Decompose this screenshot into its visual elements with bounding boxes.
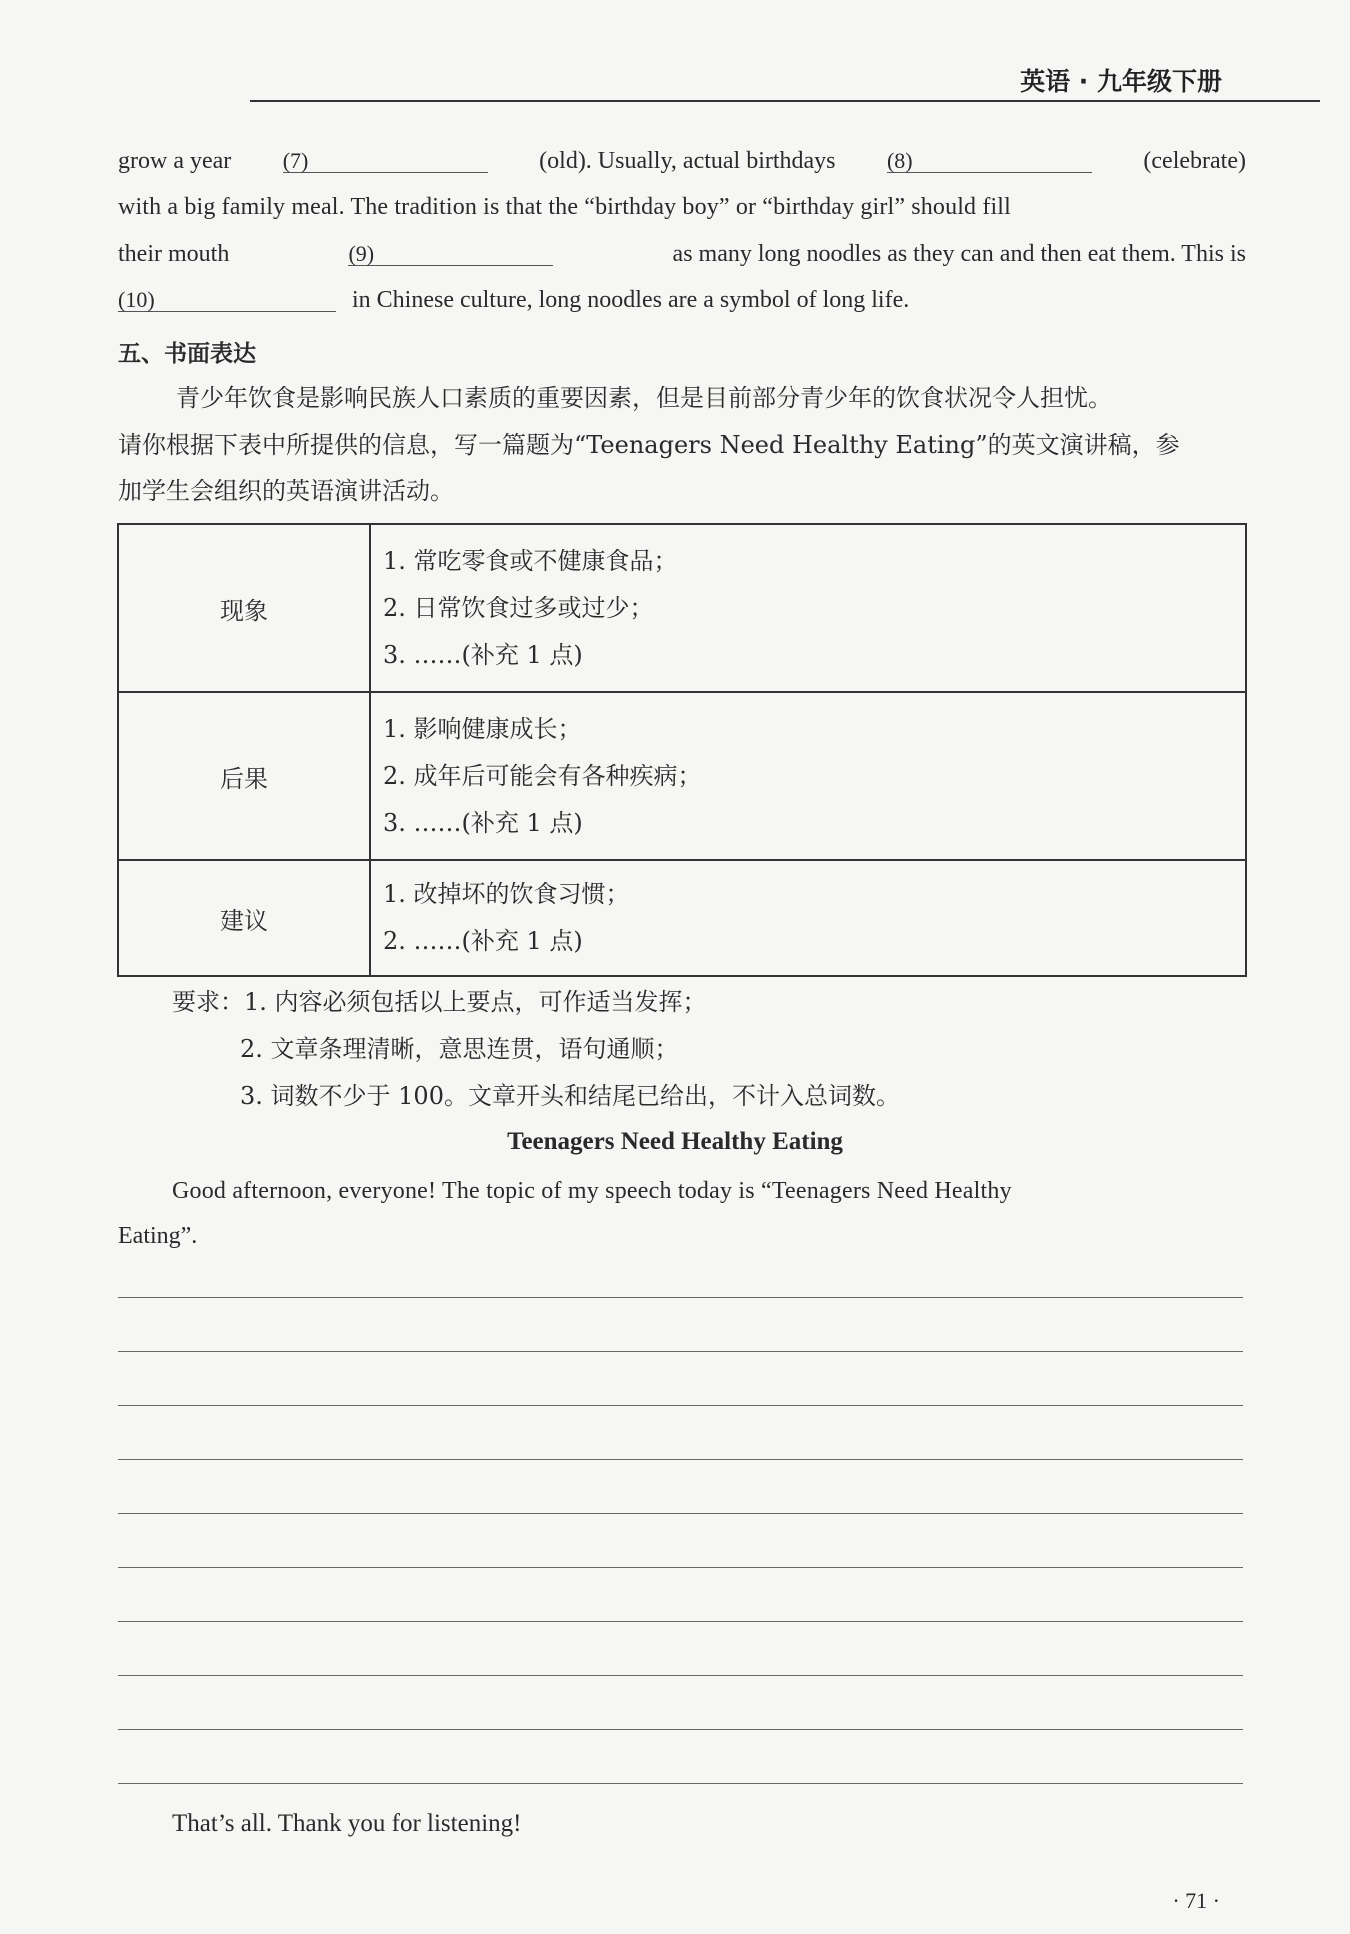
requirement-line-1: 要求：1. 内容必须包括以上要点，可作适当发挥；	[172, 988, 707, 1016]
table-item: 2. ……(补充 1 点)	[383, 927, 583, 955]
table-items-cell	[370, 692, 1246, 860]
blank-7[interactable]	[283, 146, 488, 173]
table-item: 1. 影响健康成长；	[383, 714, 582, 743]
table-category-cell: 建议	[118, 860, 370, 976]
table-item: 2. 成年后可能会有各种疾病；	[383, 761, 702, 790]
blank-10[interactable]	[118, 285, 336, 312]
essay-title: Teenagers Need Healthy Eating	[507, 1128, 843, 1155]
table-item: 1. 改掉坏的饮食习惯；	[383, 880, 630, 908]
blank-8[interactable]	[887, 146, 1092, 173]
table-item: 2. 日常饮食过多或过少；	[383, 593, 654, 622]
writing-line[interactable]	[118, 1783, 1243, 1784]
essay-opening-line-2: Eating”.	[118, 1223, 198, 1249]
blank-10-number: (10)	[118, 287, 155, 312]
section-intro-line-2: 请你根据下表中所提供的信息，写一篇题为“Teenagers Need Healthy Eating”的英文演讲稿，参	[118, 431, 1180, 459]
passage-line-3	[118, 239, 1246, 269]
table-row	[118, 692, 1246, 860]
table-row	[118, 524, 1246, 692]
blank-8-number: (8)	[886, 148, 913, 173]
table-item: 1. 常吃零食或不健康食品；	[383, 546, 678, 575]
blank-7-number: (7)	[282, 148, 309, 173]
writing-line[interactable]	[118, 1729, 1243, 1730]
table-items-cell	[370, 860, 1246, 976]
essay-opening-line-1: Good afternoon, everyone! The topic of my speech today is “Teenagers Need Healthy	[172, 1178, 1012, 1204]
requirement-line-2: 2. 文章条理清晰，意思连贯，语句通顺；	[240, 1035, 679, 1063]
essay-closing: That’s all. Thank you for listening!	[172, 1810, 522, 1837]
writing-line[interactable]	[118, 1459, 1243, 1460]
writing-line[interactable]	[118, 1405, 1243, 1406]
writing-line[interactable]	[118, 1567, 1243, 1568]
passage-line-4	[118, 285, 1246, 315]
passage-line-1-pre: grow a year	[118, 148, 232, 174]
passage-line-3-pre: their mouth	[118, 241, 230, 267]
section-intro-line-1: 青少年饮食是影响民族人口素质的重要因素，但是目前部分青少年的饮食状况令人担忧。	[176, 384, 1112, 412]
passage-line-1	[118, 146, 1246, 176]
blank-9[interactable]	[348, 239, 553, 266]
section-intro-line-3: 加学生会组织的英语演讲活动。	[118, 477, 454, 505]
page-header-title: 英语 · 九年级下册	[1020, 67, 1222, 96]
passage-line-1-hint8: (celebrate)	[1143, 148, 1246, 174]
table-row	[118, 860, 1246, 976]
info-table	[117, 523, 1247, 977]
writing-line[interactable]	[118, 1621, 1243, 1622]
table-category-cell: 现象	[118, 524, 370, 692]
writing-line[interactable]	[118, 1513, 1243, 1514]
table-category-cell: 后果	[118, 692, 370, 860]
passage-line-3-post: as many long noodles as they can and then eat them. This is	[672, 241, 1246, 267]
writing-line[interactable]	[118, 1351, 1243, 1352]
passage-line-2: with a big family meal. The tradition is that the “birthday boy” or “birthday girl” should fill	[118, 194, 1011, 220]
passage-line-4-post: in Chinese culture, long noodles are a symbol of long life.	[352, 287, 910, 313]
requirement-line-3: 3. 词数不少于 100。文章开头和结尾已给出，不计入总词数。	[240, 1082, 900, 1110]
table-item: 3. ……(补充 1 点)	[383, 808, 583, 837]
writing-line[interactable]	[118, 1297, 1243, 1298]
page-number: · 71 ·	[1172, 1888, 1220, 1913]
header-rule	[250, 100, 1320, 102]
writing-line[interactable]	[118, 1675, 1243, 1676]
table-items-cell	[370, 524, 1246, 692]
section-heading: 五、书面表达	[118, 341, 256, 367]
blank-9-number: (9)	[348, 241, 375, 266]
passage-line-1-hint7: (old). Usually, actual birthdays	[539, 148, 836, 174]
table-item: 3. ……(补充 1 点)	[383, 640, 583, 669]
